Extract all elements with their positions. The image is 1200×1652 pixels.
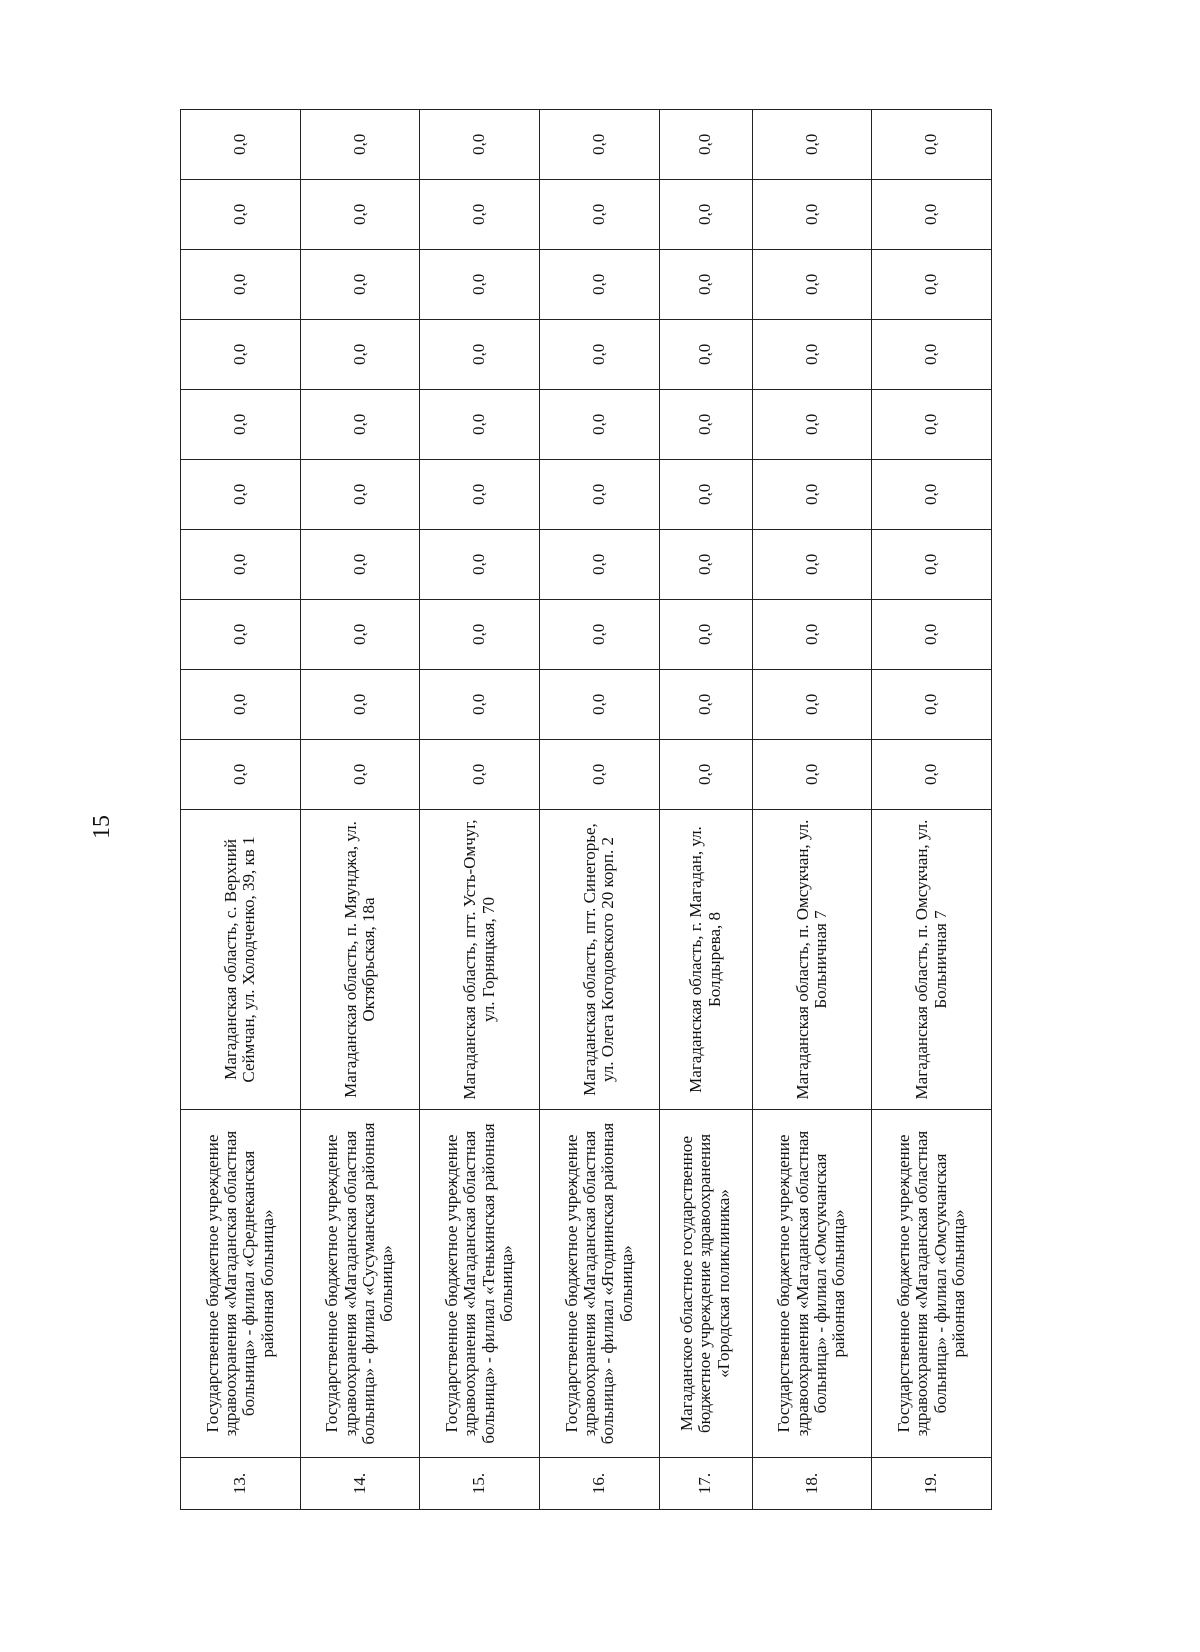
value-cell [752,600,872,670]
value-text: 0,0 [349,133,369,156]
value-text: 0,0 [921,203,941,226]
value-cell [300,110,420,180]
value-cell [181,600,301,670]
row-number-cell: 18. [752,1458,872,1510]
value-cell [752,320,872,390]
value-cell [872,670,992,740]
value-cell [300,530,420,600]
value-cell [872,740,992,810]
address-cell: Магаданская область, п. Омсукчан, ул. Больничная 7 [752,810,872,1110]
row-number-cell: 14. [300,1458,420,1510]
value-text: 0,0 [695,763,715,786]
value-cell [420,180,540,250]
value-cell [539,460,659,530]
value-cell [872,320,992,390]
value-cell [752,390,872,460]
value-cell [300,180,420,250]
value-text: 0,0 [801,413,821,436]
value-cell [181,180,301,250]
value-text: 0,0 [349,273,369,296]
value-cell [659,110,752,180]
value-text: 0,0 [801,483,821,506]
value-text: 0,0 [349,413,369,436]
value-cell [181,670,301,740]
value-text: 0,0 [801,693,821,716]
value-text: 0,0 [469,763,489,786]
institution-name-cell: Государственное бюджетное учреждение здравоохранения «Магаданская областная больница» - филиал «Ягоднинская районная больница» [539,1110,659,1458]
address-cell: Магаданская область, с. Верхний Сеймчан, ул. Холодченко, 39, кв 1 [181,810,301,1110]
value-cell [420,390,540,460]
value-cell [872,600,992,670]
value-text: 0,0 [921,763,941,786]
value-cell [752,740,872,810]
value-text: 0,0 [695,203,715,226]
value-cell [181,530,301,600]
table-row [752,110,872,1510]
value-text: 0,0 [801,133,821,156]
row-number-cell: 15. [420,1458,540,1510]
value-text: 0,0 [801,623,821,646]
value-text: 0,0 [469,693,489,716]
value-text: 0,0 [801,203,821,226]
value-text: 0,0 [695,553,715,576]
table-wrapper [180,110,992,1510]
value-text: 0,0 [921,553,941,576]
value-cell [659,390,752,460]
value-cell [659,180,752,250]
value-cell [752,530,872,600]
value-text: 0,0 [801,763,821,786]
value-text: 0,0 [230,133,250,156]
institution-name-cell: Государственное бюджетное учреждение здравоохранения «Магаданская областная больница» - филиал «Омсукчанская районная больница» [752,1110,872,1458]
value-cell [539,600,659,670]
value-text: 0,0 [469,343,489,366]
value-text: 0,0 [695,693,715,716]
value-cell [539,670,659,740]
value-cell [420,320,540,390]
address-cell: Магаданская область, пгт. Усть-Омчуг, ул. Горняцкая, 70 [420,810,540,1110]
value-text: 0,0 [801,553,821,576]
value-text: 0,0 [801,343,821,366]
value-cell [300,250,420,320]
value-text: 0,0 [589,693,609,716]
value-cell [659,600,752,670]
value-cell [539,740,659,810]
value-text: 0,0 [801,273,821,296]
value-text: 0,0 [349,203,369,226]
value-cell [659,320,752,390]
page-number: 15 [89,815,115,839]
row-number-cell: 17. [659,1458,752,1510]
value-text: 0,0 [349,763,369,786]
value-cell [181,110,301,180]
institution-name-cell: Государственное бюджетное учреждение здравоохранения «Магаданская областная больница» - филиал «Тенькинская районная больница» [420,1110,540,1458]
value-cell [420,460,540,530]
value-text: 0,0 [230,763,250,786]
value-text: 0,0 [230,623,250,646]
value-text: 0,0 [921,273,941,296]
institution-name-cell: Государственное бюджетное учреждение здравоохранения «Магаданская областная больница» - филиал «Среднеканская районная больница» [181,1110,301,1458]
value-cell [300,320,420,390]
value-cell [300,460,420,530]
value-text: 0,0 [230,483,250,506]
value-cell [420,110,540,180]
value-text: 0,0 [921,343,941,366]
value-cell [181,390,301,460]
address-cell: Магаданская область, пгт. Синегорье, ул. Олега Когодовского 20 корп. 2 [539,810,659,1110]
institution-name-cell: Магаданское областное государственное бюджетное учреждение здравоохранения «Городская поликлиника» [659,1110,752,1458]
value-cell [659,460,752,530]
value-text: 0,0 [921,693,941,716]
value-cell [872,180,992,250]
value-cell [539,180,659,250]
value-cell [181,740,301,810]
value-cell [752,110,872,180]
value-cell [539,530,659,600]
table-row [539,110,659,1510]
value-text: 0,0 [230,553,250,576]
value-text: 0,0 [349,483,369,506]
value-cell [872,390,992,460]
value-text: 0,0 [469,413,489,436]
table-row [659,110,752,1510]
value-cell [539,110,659,180]
value-cell [659,740,752,810]
value-cell [872,530,992,600]
value-cell [752,180,872,250]
value-text: 0,0 [469,203,489,226]
value-text: 0,0 [921,623,941,646]
value-text: 0,0 [230,413,250,436]
value-text: 0,0 [695,273,715,296]
value-cell [872,110,992,180]
value-cell [752,250,872,320]
value-text: 0,0 [349,693,369,716]
value-cell [181,320,301,390]
row-number-cell: 19. [872,1458,992,1510]
value-text: 0,0 [230,203,250,226]
value-cell [659,670,752,740]
value-cell [752,670,872,740]
address-cell: Магаданская область, п. Омсукчан, ул. Больничная 7 [872,810,992,1110]
value-cell [420,530,540,600]
value-text: 0,0 [469,273,489,296]
institution-name-cell: Государственное бюджетное учреждение здравоохранения «Магаданская областная больница» - филиал «Омсукчанская районная больница» [872,1110,992,1458]
value-text: 0,0 [349,623,369,646]
institution-name-cell: Государственное бюджетное учреждение здравоохранения «Магаданская областная больница» - филиал «Сусуманская районная больница» [300,1110,420,1458]
value-cell [659,530,752,600]
value-cell [300,600,420,670]
value-text: 0,0 [589,483,609,506]
value-cell [539,250,659,320]
value-text: 0,0 [589,343,609,366]
table-body [181,110,992,1510]
value-cell [752,460,872,530]
value-cell [872,460,992,530]
value-cell [539,320,659,390]
value-text: 0,0 [349,343,369,366]
row-number-cell: 16. [539,1458,659,1510]
address-cell: Магаданская область, г. Магадан, ул. Болдырева, 8 [659,810,752,1110]
value-cell [659,250,752,320]
address-cell: Магаданская область, п. Мяунджа, ул. Октябрьская, 18а [300,810,420,1110]
data-table [180,109,992,1510]
value-text: 0,0 [589,763,609,786]
value-text: 0,0 [589,413,609,436]
value-text: 0,0 [695,413,715,436]
value-text: 0,0 [921,413,941,436]
value-text: 0,0 [695,133,715,156]
value-text: 0,0 [695,483,715,506]
row-number-cell: 13. [181,1458,301,1510]
value-text: 0,0 [589,553,609,576]
value-text: 0,0 [589,273,609,296]
table-row [872,110,992,1510]
value-cell [420,670,540,740]
value-text: 0,0 [589,623,609,646]
value-cell [872,250,992,320]
table-row [181,110,301,1510]
value-cell [300,670,420,740]
value-text: 0,0 [230,273,250,296]
value-text: 0,0 [230,693,250,716]
value-text: 0,0 [589,203,609,226]
value-cell [300,740,420,810]
value-text: 0,0 [349,553,369,576]
table-row [300,110,420,1510]
value-cell [181,250,301,320]
value-text: 0,0 [695,343,715,366]
value-cell [420,600,540,670]
value-cell [300,390,420,460]
value-text: 0,0 [230,343,250,366]
value-cell [420,740,540,810]
value-text: 0,0 [469,483,489,506]
value-text: 0,0 [921,483,941,506]
value-cell [539,390,659,460]
table-row [420,110,540,1510]
value-text: 0,0 [921,133,941,156]
value-text: 0,0 [589,133,609,156]
value-text: 0,0 [469,623,489,646]
value-cell [181,460,301,530]
value-cell [420,250,540,320]
value-text: 0,0 [469,553,489,576]
value-text: 0,0 [695,623,715,646]
value-text: 0,0 [469,133,489,156]
